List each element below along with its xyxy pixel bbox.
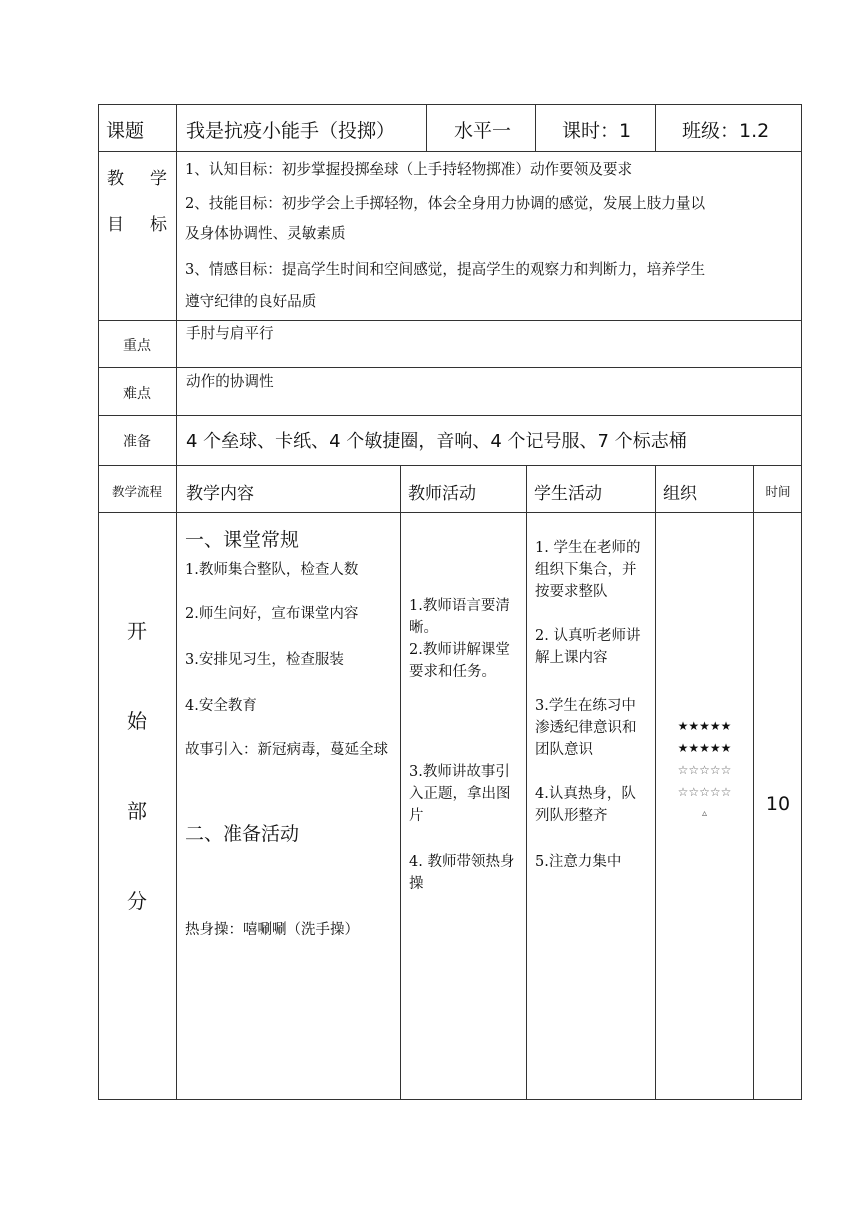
student-item: 1. 学生在老师的组织下集合，并按要求整队 [535,540,641,600]
col-organization: 组织 [663,484,697,504]
topic-title: 我是抗疫小能手（投掷） [186,120,396,142]
student-formation-row: ☆☆☆☆☆ [677,763,732,777]
student-formation-row: ★★★★★ [677,719,732,733]
routine-item: 2.师生问好，宣布课堂内容 [185,606,359,622]
section-char: 始 [127,709,147,733]
difficulty-label: 难点 [123,386,151,402]
rule [98,367,802,368]
story-intro: 故事引入：新冠病毒，蔓延全球 [185,742,388,758]
objectives-label [98,152,176,320]
preparation-label: 准备 [123,434,151,450]
difficulty-text: 动作的协调性 [186,373,274,390]
rule [535,104,536,152]
rule [98,1099,802,1100]
section-content [177,513,400,1099]
routine-item: 1.教师集合整队，检查人数 [185,562,359,578]
student-item: 2. 认真听老师讲解上课内容 [535,628,641,666]
objective-line: 遵守纪律的良好品质 [185,293,317,310]
key-point-text: 手肘与肩平行 [186,325,274,342]
section-char: 分 [127,889,147,913]
heading-warmup: 二、准备活动 [185,823,300,845]
objective-line: 2、技能目标：初步学会上手掷轻物，体会全身用力协调的感觉，发展上肢力量以 [185,195,706,212]
teacher-item: 3.教师讲故事引入正题，拿出图片 [409,764,511,824]
preparation-text: 4 个垒球、卡纸、4 个敏捷圈，音响、4 个记号服、7 个标志桶 [186,431,687,452]
student-item: 5.注意力集中 [535,854,622,870]
label-char: 标 [150,215,167,235]
section-name [98,513,176,1099]
lesson-count: 课时：1 [562,120,632,142]
teacher-item: 2.教师讲解课堂要求和任务。 [409,642,510,680]
formation-diagram [656,513,753,1099]
col-content: 教学内容 [186,484,254,504]
topic-label: 课题 [106,120,145,142]
label-char: 教 [107,169,124,189]
objective-line: 1、认知目标：初步掌握投掷垒球（上手持轻物掷准）动作要领及要求 [185,161,633,178]
class-number: 班级：1.2 [682,120,770,142]
section-time: 10 [765,793,791,815]
rule [98,104,802,105]
rule [98,415,802,416]
teacher-activities [401,513,526,1099]
col-student: 学生活动 [534,484,602,504]
section-char: 部 [127,799,147,823]
section-char: 开 [127,619,147,643]
teacher-item: 1.教师语言要清晰。 [409,598,510,636]
heading-routine: 一、课堂常规 [185,529,300,551]
col-teacher: 教师活动 [408,484,476,504]
rule [98,465,802,466]
col-time: 时间 [765,484,791,499]
rule [426,104,427,152]
level: 水平一 [454,120,512,142]
col-flow: 教学流程 [111,484,162,499]
objective-line: 及身体协调性、灵敏素质 [185,225,346,242]
rule [655,104,656,152]
teacher-item: 4. 教师带领热身操 [409,854,515,892]
routine-item: 3.安排见习生，检查服装 [185,652,344,668]
warmup-text: 热身操：嘻唰唰（洗手操） [185,922,359,938]
rule [753,465,754,1100]
teacher-position-icon: ▵ [701,808,708,819]
student-formation-row: ☆☆☆☆☆ [677,785,732,799]
student-formation-row: ★★★★★ [677,741,732,755]
lesson-plan-table [98,104,802,1100]
label-char: 目 [107,215,124,235]
student-item: 3.学生在练习中渗透纪律意识和团队意识 [535,698,637,758]
routine-item: 4.安全教育 [185,698,257,714]
objectives-content [177,152,801,320]
key-point-label: 重点 [123,338,151,354]
student-activities [527,513,655,1099]
objective-line: 3、情感目标：提高学生时间和空间感觉，提高学生的观察力和判断力，培养学生 [185,261,706,278]
rule [801,104,802,1100]
student-item: 4.认真热身，队列队形整齐 [535,786,636,824]
label-char: 学 [150,169,167,189]
rule [98,320,802,321]
